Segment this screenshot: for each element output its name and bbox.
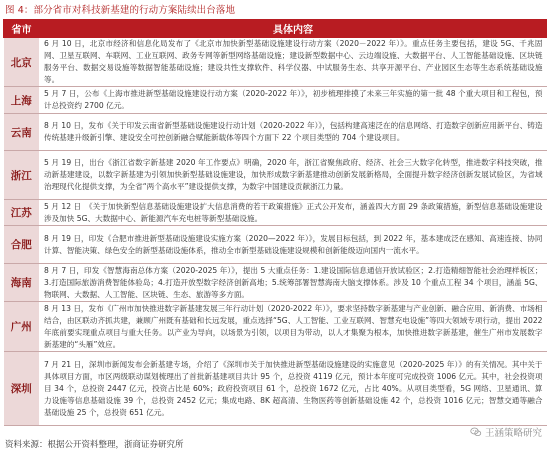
- source-note: 资料来源：根据公开资料整理，浙商证券研究所: [5, 440, 184, 450]
- watermark-text: 王涵策略研究: [484, 428, 542, 439]
- province-cell: 深圳: [4, 352, 40, 426]
- content-cell: 5 月 19 日，出台《浙江省数字新基建 2020 年工作要点》明确，2020 年，浙江省聚焦政府、经济、社会三大数字化转型，推进数字科技突破，推动新基建建设，以数字新基建为引领加快新型基础设施建设，加快形成数字新基建推动创新发展新格局，全面提升数字经济创新发展试验区，为省域治理现代化提供支撑，为全省“两个高水平”建设提供支撑，为数字中国建设贡献浙江力量。: [40, 151, 547, 200]
- wechat-icon: [470, 426, 482, 438]
- plan-table: [3, 19, 547, 426]
- content-cell: 8 月 10 日，发布《关于印发云南省新型基础设施建设行动计划（2020-2022 年）》，包括构建高速泛在的信息网络、打造数字创新应用新平台、铸造传统基建升级新引擎、建设安全可控创新融合赋能新载体等四个方面下 22 个项目类型的 704 个建设项目。: [40, 114, 547, 151]
- province-cell: 云南: [4, 114, 40, 151]
- province-cell: 北京: [4, 38, 40, 87]
- province-cell: 浙江: [4, 151, 40, 200]
- content-cell: 5 月 7 日，公布《上海市推进新型基础设施建设行动方案（2020-2022 年）》，初步梳理排摸了未来三年实施的第一批 48 个重大项目和工程包，预计总投资约 2700 亿元。: [40, 87, 547, 114]
- table-row: [4, 114, 547, 151]
- province-cell: 合肥: [4, 226, 40, 264]
- content-cell: 7 月 21 日，深圳市新闻发布会新基建专场，介绍了《深圳市关于加快推进新型基础设施建设的实施意见（2020-2025 年）》的有关情况。其中关于具体项目方面，市区两级联动谋划梳理出了首批新基建项目共计 95 个，总投资 4119 亿元，预计本年度可完成投资 1006 亿元。其中，社会投资项目 34 个，总投资 2447 亿元，投资占比是 60%；政府投资项目 61 个，总投资 1672 亿元，占比 40%。从项目类型看，5G 网络、卫星通讯、算力设施等信息基础设施 39 个，总投资 2452 亿元；集成电路、8K 超高清、生物医药等创新基础设施 42 个，总投资 1016 亿元；智慧交通等融合基础设施 25 个，总投资 651 亿元。: [40, 352, 547, 426]
- table-row: [4, 352, 547, 426]
- province-cell: 海南: [4, 264, 40, 302]
- table-row: [4, 151, 547, 200]
- table-row: [4, 200, 547, 226]
- watermark: [470, 425, 542, 439]
- content-cell: 6 月 10 日，北京市经济和信息化局发布了《北京市加快新型基础设施建设行动方案（2020－2022 年）》。重点任务主要包括，建设 5G、千兆固网、卫星互联网、车联网、工业互联网、政务专网等新型网络基础设施；建设新型数据中心、云边端设施、大数据平台、人工智能基础设施、区块链服务平台、数据交易设施等数据智能基础设施；建设共性支撑软件、科学仪器、中试服务生态、共享开源平台、产业园区生态等生态系统基础设施等。: [40, 38, 547, 87]
- table-row: [4, 38, 547, 87]
- content-cell: 8 月 7 日，印发《智慧海南总体方案（2020-2025 年）》，提出 5 大重点任务：1.建设国际信息通信开放试验区；2.打造精细智能社会治理样板区；3.打造国际旅游消费智能体验岛；4.打造开放型数字经济创新高地；5.统筹部署智慧海南大脑支撑体系。涉及 10 个重点工程 34 个项目，涵盖 5G、物联网、大数据、人工智能、区块链、生态、旅游等多方面。: [40, 264, 547, 302]
- figure-title: 图 4：部分省市对科技新基建的行动方案陆续出台落地: [5, 5, 236, 16]
- table-row: [4, 264, 547, 302]
- province-cell: 上海: [4, 87, 40, 114]
- content-cell: 8 月 13 日，发布《广州市加快推进数字新基建发展三年行动计划（2020-2022 年）》，要求坚持数字新基建与产业创新、融合应用、新消费、市场相结合，由区联动齐抓共建，兼顾广州既有基础和长远发展，重点选择“5G、人工智能、工业互联网、智慧充电设施”等四大领域专项行动，提出 2022 年底前要实现重点项目与重大任务。以产业为导向，以场景为引领，以项目为带动，以人才集聚为根本，加快推进数字新基建，催生广州市发展数字新基建的“头雁”效应。: [40, 302, 547, 352]
- header-province: 省市: [4, 20, 40, 38]
- header-content: 具体内容: [40, 20, 547, 38]
- content-cell: 8 月 19 日，印发《合肥市推进新型基础设施建设实施方案（2020—2022 年）》，发展目标包括，到 2022 年，基本建成泛在感知、高速连接、协同计算、智能决策、绿色安全的新型基础设施体系，推动全市新型基础设施建设规模和创新能级迈向国内一流水平。: [40, 226, 547, 264]
- province-cell: 广州: [4, 302, 40, 352]
- table-row: [4, 302, 547, 352]
- table-header-row: [4, 20, 547, 38]
- table-row: [4, 226, 547, 264]
- province-cell: 江苏: [4, 200, 40, 226]
- table-row: [4, 87, 547, 114]
- content-cell: 5 月 12 日 《关于加快新型信息基础设施建设扩大信息消费的若干政策措施》正式公开发布，涵盖四大方面 29 条政策措施，新型信息基础设施建设涉及加快 5G、大数据中心、新能源汽车充电桩等新型基础设施。: [40, 200, 547, 226]
